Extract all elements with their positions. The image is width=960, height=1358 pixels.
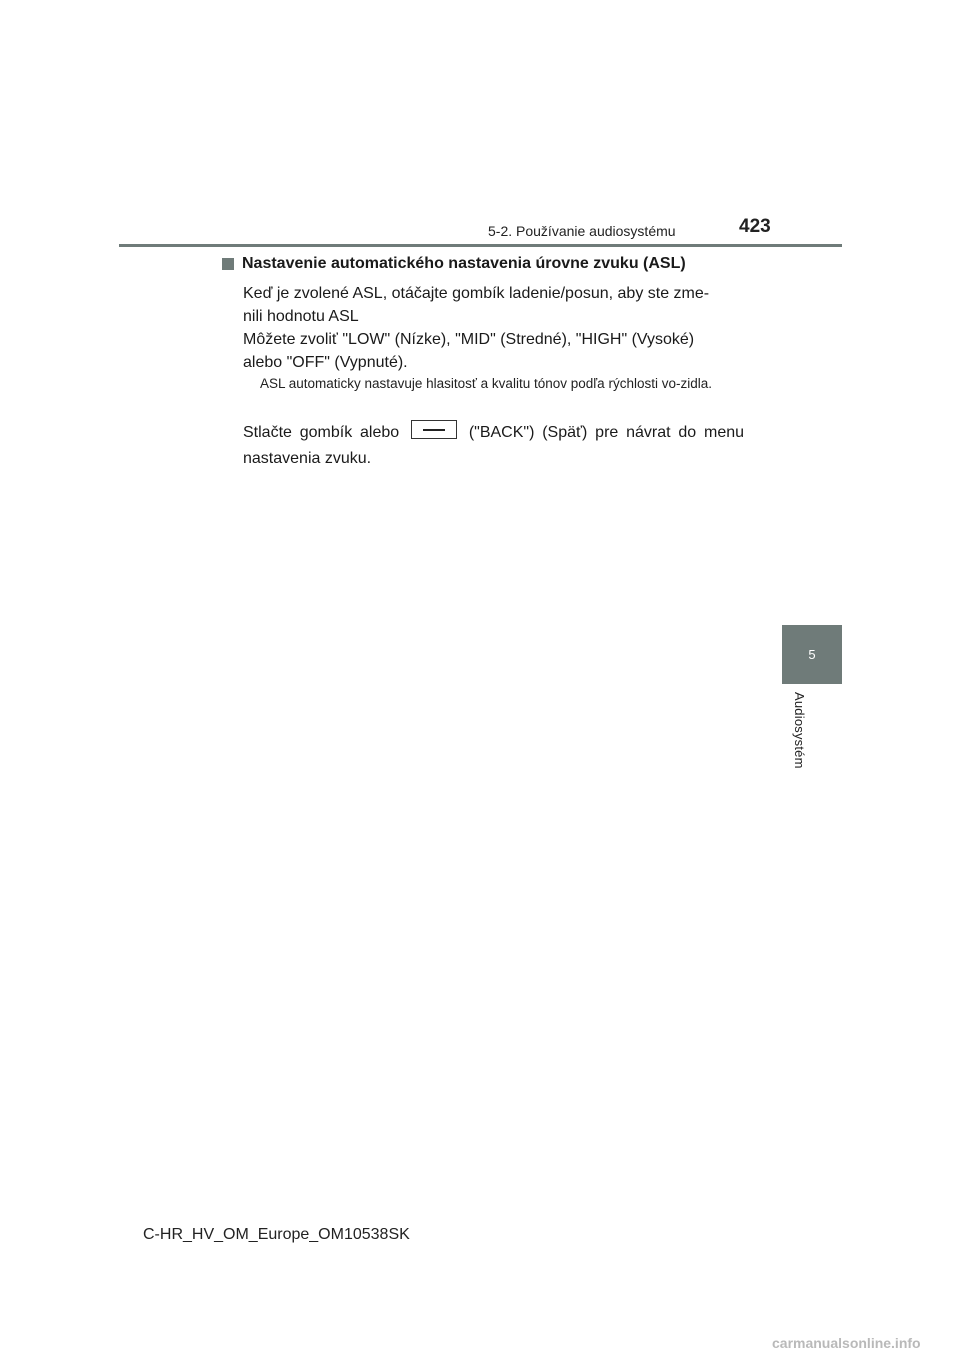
section-heading: [222, 255, 762, 273]
paragraph-asl-instructions: [243, 282, 744, 374]
paragraph-text-before: Stlačte gombík alebo: [243, 424, 400, 441]
chapter-tab: [782, 625, 842, 684]
paragraph-line: nili hodnotu ASL: [243, 308, 359, 325]
paragraph-line: Keď je zvolené ASL, otáčajte gombík ladenie/posun, aby ste zme-: [243, 285, 710, 302]
note-text: ASL automaticky nastavuje hlasitosť a kvalitu tónov podľa rýchlosti vo-zidla.: [260, 376, 712, 391]
paragraph-line: Môžete zvoliť "LOW" (Nízke), "MID" (Stredné), "HIGH" (Vysoké): [243, 331, 695, 348]
square-bullet-icon: [222, 258, 234, 270]
section-heading-text: Nastavenie automatického nastavenia úrovne zvuku (ASL): [242, 255, 686, 272]
paragraph-back-instructions: [243, 420, 744, 472]
chapter-label: Audiosystém: [792, 692, 807, 769]
footer-doc-id: C-HR_HV_OM_Europe_OM10538SK: [143, 1226, 410, 1243]
paragraph-text-after: ("BACK") (Späť) pre návrat do menu nastavenia zvuku.: [243, 424, 745, 467]
chapter-number: 5: [808, 647, 816, 662]
paragraph-line: alebo "OFF" (Vypnuté).: [243, 354, 408, 371]
watermark: carmanualsonline.info: [772, 1335, 921, 1351]
page-number: 423: [739, 216, 771, 237]
back-button-icon: [411, 420, 457, 439]
header-section-title: 5-2. Používanie audiosystému: [488, 223, 676, 239]
header-rule: [119, 244, 842, 247]
